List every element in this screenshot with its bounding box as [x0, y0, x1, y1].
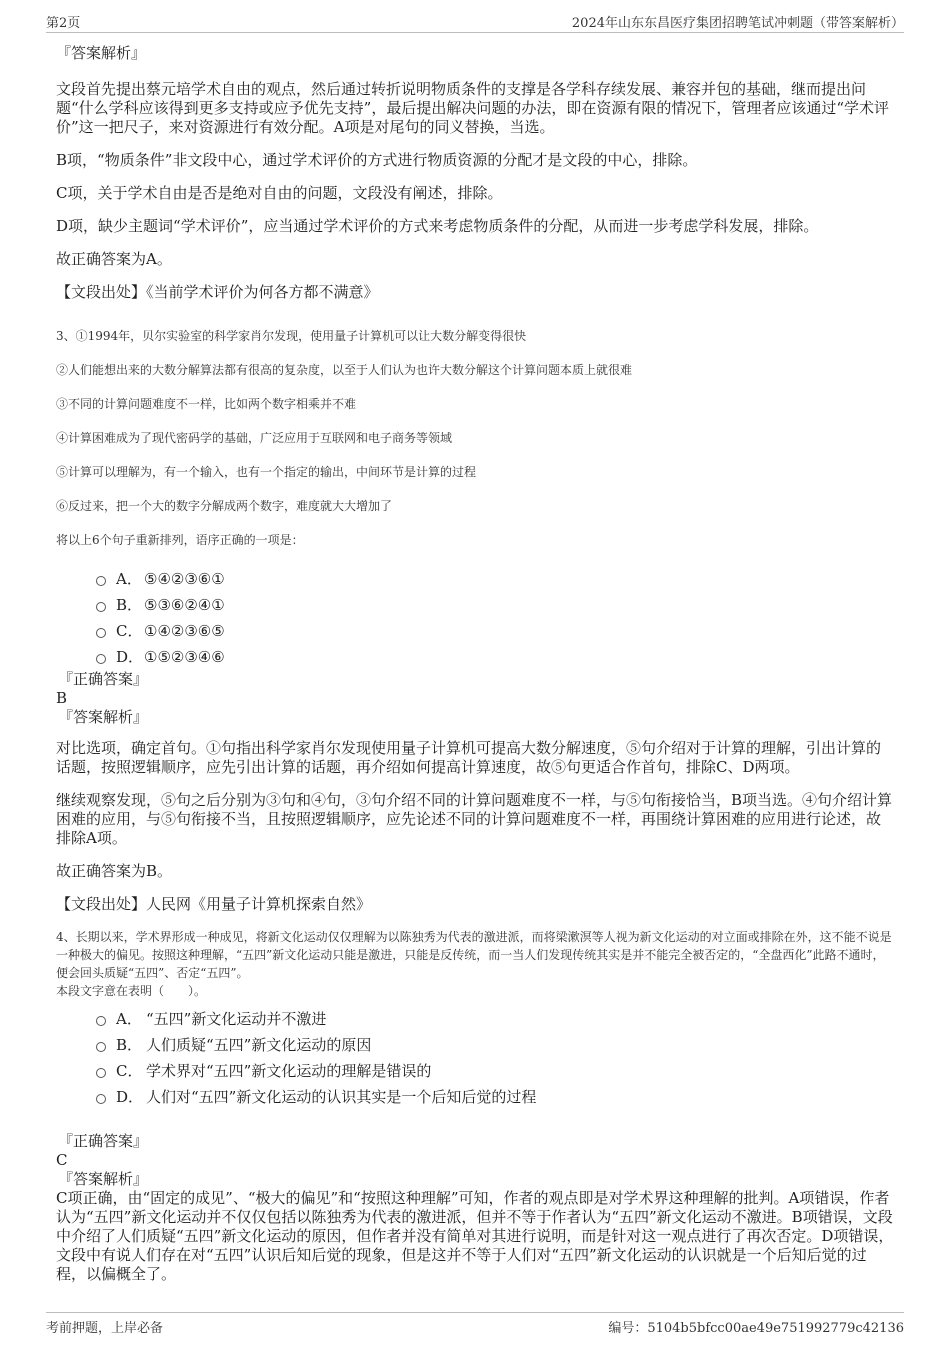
q4-analysis: C项正确，由“固定的成见”、“极大的偏见”和“按照这种理解”可知，作者的观点即是对学术界这种理解的批判。A项错误，作者认为“五四”新文化运动并不仅仅包括以陈独秀为代表的激进派，但并不等于作者认为“五四”新文化运动不激进。B项错误，文段中介绍了人们质疑“五四”新文化运动的原因，但作者并没有简单对其进行说明，而是针对这一观点进行了再次否定。D项错误，文段中有说人们存在对“五四”认识后知后觉的现象，但是这并不等于人们对“五四”新文化运动的认识就是一个后知后觉的过程，以偏概全了。: [56, 1189, 894, 1283]
q2-analysis-para1: 文段首先提出蔡元培学术自由的观点，然后通过转折说明物质条件的支撑是各学科存续发展、兼容并包的基础，继而提出问题“什么学科应该得到更多支持或应予优先支持”，最后提出解决问题的办法，即在资源有限的情况下，管理者应该通过“学术评价”这一把尺子，来对资源进行有效分配。A项是对尾句的同义替换，当选。: [56, 80, 890, 136]
q3-analysis-label: 『答案解析』: [58, 708, 149, 726]
q3-conclusion: 故正确答案为B。: [56, 862, 173, 880]
q3-analysis-para2: 继续观察发现，⑤句之后分别为③句和④句，③句介绍不同的计算问题难度不一样，与⑤句衔接恰当，B项当选。④句介绍计算困难的应用，与⑤句衔接不当，且按照逻辑顺序，应先论述不同的计算问题难度不一样，再围绕计算困难的应用进行论述，故排除A项。: [56, 791, 893, 847]
q3-sentence-6: ⑥反过来，把一个大的数字分解成两个数字，难度就大大增加了: [56, 499, 393, 513]
q3-sentence-5: ⑤计算可以理解为，有一个输入，也有一个指定的输出，中间环节是计算的过程: [56, 465, 477, 479]
q3-answer: B: [56, 689, 68, 707]
q3-analysis-para1: 对比选项，确定首句。①句指出科学家肖尔发现使用量子计算机可提高大数分解速度，⑤句介绍对于计算的理解，引出计算的话题，按照逻辑顺序，应先引出计算的话题，再介绍如何提高计算速度，故⑤句更适合作首句，排除C、D两项。: [56, 739, 882, 776]
q2-analysis-para4: D项，缺少主题词“学术评价”，应当通过学术评价的方式来考虑物质条件的分配，从而进一步考虑学科发展，排除。: [56, 217, 819, 235]
radio-icon[interactable]: [96, 576, 106, 586]
q3-sentence-3: ③不同的计算问题难度不一样，比如两个数字相乘并不难: [56, 397, 357, 411]
page-header: [46, 10, 904, 33]
footer-slogan: 考前押题，上岸必备: [46, 1321, 164, 1336]
q3-prompt: 将以上6个句子重新排列，语序正确的一项是：: [56, 533, 304, 547]
radio-icon[interactable]: [96, 602, 106, 612]
q2-source: 【文段出处】《当前学术评价为何各方都不满意》: [56, 283, 379, 301]
q4-option-b[interactable]: B． 人们质疑“五四”新文化运动的原因: [56, 1032, 894, 1058]
radio-icon[interactable]: [96, 1094, 106, 1104]
q2-conclusion: 故正确答案为A。: [56, 250, 172, 268]
q2-analysis-para3: C项，关于学术自由是否是绝对自由的问题，文段没有阐述，排除。: [56, 184, 503, 202]
q2-analysis-para2: B项，“物质条件”非文段中心，通过学术评价的方式进行物质资源的分配才是文段的中心，排除。: [56, 151, 698, 169]
document-code: 编号：5104b5bfcc00ae49e751992779c42136: [608, 1321, 904, 1336]
q4-option-a[interactable]: A． “五四”新文化运动并不激进: [56, 1006, 894, 1032]
q3-option-b[interactable]: B． ⑤③⑥②④①: [56, 592, 894, 618]
q3-option-a[interactable]: A． ⑤④②③⑥①: [56, 566, 894, 592]
page-number: 第2页: [46, 16, 81, 31]
q4-answer: C: [56, 1151, 68, 1169]
q3-source: 【文段出处】人民网《用量子计算机探索自然》: [56, 895, 372, 913]
document-title: 2024年山东东昌医疗集团招聘笔试冲刺题（带答案解析）: [571, 16, 904, 31]
radio-icon[interactable]: [96, 654, 106, 664]
radio-icon[interactable]: [96, 1042, 106, 1052]
q3-sentence-1: 3、①1994年，贝尔实验室的科学家肖尔发现，使用量子计算机可以让大数分解变得很快: [56, 329, 527, 343]
q2-analysis-label: 『答案解析』: [56, 44, 147, 62]
radio-icon[interactable]: [96, 1068, 106, 1078]
q4-option-d[interactable]: D． 人们对“五四”新文化运动的认识其实是一个后知后觉的过程: [56, 1084, 894, 1110]
q3-sentence-4: ④计算困难成为了现代密码学的基础，广泛应用于互联网和电子商务等领域: [56, 431, 453, 445]
q4-stem: 4、长期以来，学术界形成一种成见，将新文化运动仅仅理解为以陈独秀为代表的激进派，而将梁漱溟等人视为新文化运动的对立面或排除在外，这不能不说是一种极大的偏见。按照这种理解，“五四”新文化运动只能是激进，只能是反传统，而一当人们发现传统其实是并不能完全被否定的，“全盘西化”此路不通时，便会回头质疑“五四”、否定“五四”。: [56, 930, 892, 980]
radio-icon[interactable]: [96, 628, 106, 638]
q4-question: 本段文字意在表明（ ）。: [56, 984, 207, 998]
q3-sentence-2: ②人们能想出来的大数分解算法都有很高的复杂度，以至于人们认为也许大数分解这个计算问题本质上就很难: [56, 363, 633, 377]
q3-answer-label: 『正确答案』: [58, 670, 149, 688]
q4-option-c[interactable]: C． 学术界对“五四”新文化运动的理解是错误的: [56, 1058, 894, 1084]
q3-option-d[interactable]: D． ①⑤②③④⑥: [56, 644, 894, 670]
q4-answer-label: 『正确答案』: [58, 1132, 149, 1150]
radio-icon[interactable]: [96, 1016, 106, 1026]
main-content: [56, 44, 894, 1284]
q4-analysis-label: 『答案解析』: [58, 1170, 149, 1188]
q3-option-c[interactable]: C． ①④②③⑥⑤: [56, 618, 894, 644]
page-footer: [46, 1312, 904, 1335]
